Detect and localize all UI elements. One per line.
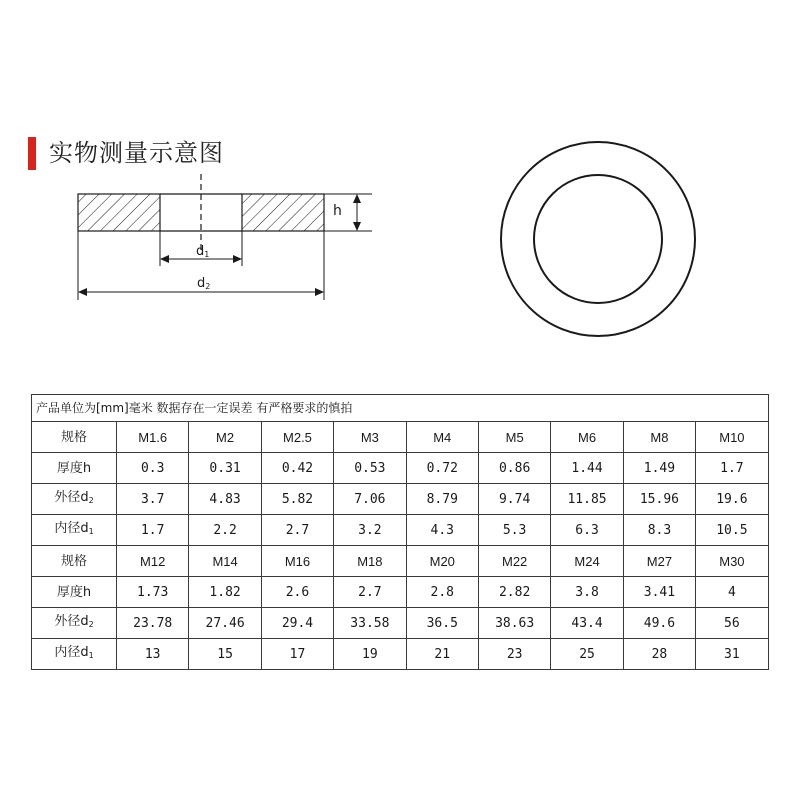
- table-cell-inner-diameter: 31: [696, 639, 769, 670]
- dimension-label-h: h: [333, 203, 342, 219]
- table-cell-inner-diameter: 23: [478, 639, 550, 670]
- table-cell-outer-diameter: 9.74: [478, 484, 550, 515]
- table-cell-thickness: 2.6: [261, 577, 333, 608]
- table-cell-size: M3: [334, 422, 406, 453]
- dimension-label-d2: d2: [197, 276, 211, 291]
- table-cell-inner-diameter: 28: [623, 639, 695, 670]
- spec-table: [31, 394, 769, 670]
- table-cell-size: M20: [406, 546, 478, 577]
- row-label-size: 规格: [32, 422, 117, 453]
- table-cell-inner-diameter: 6.3: [551, 515, 623, 546]
- table-cell-outer-diameter: 4.83: [189, 484, 261, 515]
- table-cell-thickness: 4: [696, 577, 769, 608]
- table-cell-outer-diameter: 19.6: [696, 484, 769, 515]
- table-cell-size: M24: [551, 546, 623, 577]
- table-cell-size: M27: [623, 546, 695, 577]
- table-cell-outer-diameter: 33.58: [334, 608, 406, 639]
- table-cell-size: M18: [334, 546, 406, 577]
- row-label-size: 规格: [32, 546, 117, 577]
- table-cell-thickness: 0.31: [189, 453, 261, 484]
- table-cell-thickness: 2.7: [334, 577, 406, 608]
- table-cell-thickness: 3.8: [551, 577, 623, 608]
- table-cell-outer-diameter: 36.5: [406, 608, 478, 639]
- table-cell-outer-diameter: 23.78: [117, 608, 189, 639]
- table-cell-thickness: 2.82: [478, 577, 550, 608]
- table-cell-size: M12: [117, 546, 189, 577]
- table-cell-inner-diameter: 4.3: [406, 515, 478, 546]
- table-cell-size: M6: [551, 422, 623, 453]
- table-cell-thickness: 0.3: [117, 453, 189, 484]
- table-cell-thickness: 0.72: [406, 453, 478, 484]
- table-cell-size: M16: [261, 546, 333, 577]
- table-cell-size: M5: [478, 422, 550, 453]
- table-cell-outer-diameter: 29.4: [261, 608, 333, 639]
- row-label-outer-diameter: 外径$d_2$: [32, 608, 117, 639]
- row-label-outer-diameter: 外径$d_2$: [32, 484, 117, 515]
- table-row-inner-diameter: [32, 639, 769, 670]
- table-row-inner-diameter: [32, 515, 769, 546]
- table-cell-outer-diameter: 49.6: [623, 608, 695, 639]
- table-cell-size: M8: [623, 422, 695, 453]
- table-cell-thickness: 0.86: [478, 453, 550, 484]
- page-title: 实物测量示意图: [49, 139, 224, 167]
- table-cell-outer-diameter: 3.7: [117, 484, 189, 515]
- table-cell-outer-diameter: 43.4: [551, 608, 623, 639]
- table-cell-thickness: 1.73: [117, 577, 189, 608]
- table-row-outer-diameter: [32, 608, 769, 639]
- table-cell-thickness: 1.44: [551, 453, 623, 484]
- table-cell-size: M2: [189, 422, 261, 453]
- table-row-thickness: [32, 577, 769, 608]
- table-cell-inner-diameter: 19: [334, 639, 406, 670]
- table-cell-inner-diameter: 5.3: [478, 515, 550, 546]
- table-row-outer-diameter: [32, 484, 769, 515]
- table-cell-thickness: 1.82: [189, 577, 261, 608]
- table-cell-inner-diameter: 15: [189, 639, 261, 670]
- table-cell-inner-diameter: 2.7: [261, 515, 333, 546]
- measurement-diagram: [0, 0, 790, 390]
- table-cell-thickness: 1.49: [623, 453, 695, 484]
- table-cell-thickness: 2.8: [406, 577, 478, 608]
- table-cell-outer-diameter: 38.63: [478, 608, 550, 639]
- table-cell-thickness: 1.7: [696, 453, 769, 484]
- table-cell-inner-diameter: 17: [261, 639, 333, 670]
- table-cell-thickness: 0.42: [261, 453, 333, 484]
- table-row-thickness: [32, 453, 769, 484]
- table-cell-inner-diameter: 3.2: [334, 515, 406, 546]
- table-cell-outer-diameter: 11.85: [551, 484, 623, 515]
- table-cell-size: M2.5: [261, 422, 333, 453]
- table-cell-inner-diameter: 1.7: [117, 515, 189, 546]
- table-cell-inner-diameter: 21: [406, 639, 478, 670]
- table-cell-outer-diameter: 5.82: [261, 484, 333, 515]
- table-cell-size: M22: [478, 546, 550, 577]
- table-row-size: [32, 546, 769, 577]
- row-label-inner-diameter: 内径$d_1$: [32, 639, 117, 670]
- table-cell-inner-diameter: 8.3: [623, 515, 695, 546]
- table-cell-inner-diameter: 2.2: [189, 515, 261, 546]
- table-cell-thickness: 3.41: [623, 577, 695, 608]
- row-label-thickness: 厚度h: [32, 577, 117, 608]
- table-row-size: [32, 422, 769, 453]
- table-cell-outer-diameter: 15.96: [623, 484, 695, 515]
- row-label-thickness: 厚度h: [32, 453, 117, 484]
- washer-section-left: [78, 194, 160, 231]
- washer-outer-circle: [501, 142, 695, 336]
- table-cell-size: M4: [406, 422, 478, 453]
- table-caption: 产品单位为[mm]毫米 数据存在一定误差 有严格要求的慎拍: [32, 395, 769, 422]
- table-cell-outer-diameter: 56: [696, 608, 769, 639]
- table-cell-size: M14: [189, 546, 261, 577]
- table-cell-outer-diameter: 7.06: [334, 484, 406, 515]
- table-cell-thickness: 0.53: [334, 453, 406, 484]
- row-label-inner-diameter: 内径$d_1$: [32, 515, 117, 546]
- washer-section-right: [242, 194, 324, 231]
- table-cell-size: M10: [696, 422, 769, 453]
- washer-inner-circle: [534, 175, 662, 303]
- table-cell-inner-diameter: 10.5: [696, 515, 769, 546]
- table-cell-inner-diameter: 13: [117, 639, 189, 670]
- table-cell-outer-diameter: 27.46: [189, 608, 261, 639]
- table-cell-outer-diameter: 8.79: [406, 484, 478, 515]
- dimension-label-d1: d1: [196, 244, 210, 259]
- table-cell-size: M1.6: [117, 422, 189, 453]
- table-cell-inner-diameter: 25: [551, 639, 623, 670]
- table-cell-size: M30: [696, 546, 769, 577]
